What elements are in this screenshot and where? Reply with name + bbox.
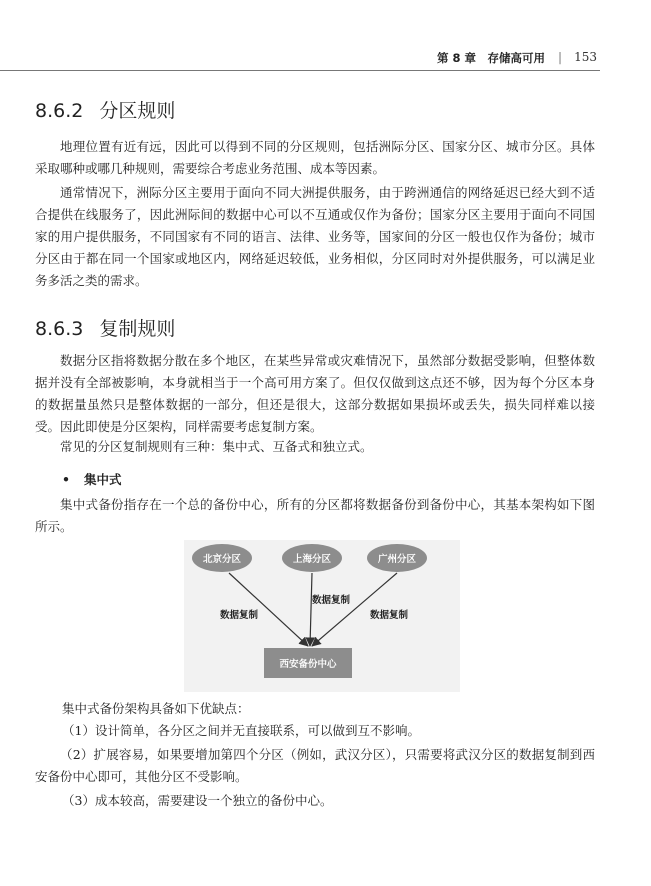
- paragraph: 通常情况下，洲际分区主要用于面向不同大洲提供服务，由于跨洲通信的网络延迟已经大到不适合提供在线服务了，因此洲际间的数据中心可以不互通或仅作为备份；国家分区主要用于面向不同国家的用户提供服务，不同国家有不同的语言、法律、业务等，国家间的分区一般也仅作为备份；城市分区由于都在同一个国家或地区内，网络延迟较低，业务相似，分区同时对外提供服务，可以满足业务多活之类的需求。: [35, 185, 595, 288]
- node-shanghai: 上海分区: [282, 544, 342, 572]
- node-guangzhou: 广州分区: [367, 544, 427, 572]
- bullet-dot: •: [62, 472, 70, 487]
- section-number: 8.6.2: [35, 100, 84, 122]
- section-heading-8-6-3: [35, 314, 175, 341]
- section-title: 复制规则: [99, 318, 176, 340]
- centralized-backup-diagram: [184, 540, 460, 692]
- running-header: [0, 48, 600, 71]
- paragraph: 常见的分区复制规则有三种：集中式、互备式和独立式。: [60, 439, 373, 454]
- page-number: 153: [574, 50, 597, 64]
- chapter-title: 第 8 章 存储高可用: [436, 51, 545, 65]
- pros-cons-intro: 集中式备份架构具备如下优缺点：: [62, 701, 250, 716]
- bullet-item: [62, 470, 122, 488]
- paragraph: 集中式备份指存在一个总的备份中心，所有的分区都将数据备份到备份中心，其基本架构如下图所示。: [35, 497, 595, 534]
- edge-label-left: 数据复制: [220, 610, 259, 621]
- section-title: 分区规则: [99, 100, 176, 122]
- list-item: （1）设计简单，各分区之间并无直接联系，可以做到互不影响。: [62, 723, 420, 738]
- node-beijing: 北京分区: [192, 544, 252, 572]
- header-separator: |: [557, 50, 562, 64]
- arrow-shanghai: [310, 573, 312, 646]
- list-item: （2）扩展容易，如果要增加第四个分区（例如，武汉分区），只需要将武汉分区的数据复制到西安备份中心即可，其他分区不受影响。: [35, 747, 595, 784]
- section-heading-8-6-2: [35, 96, 175, 123]
- edge-label-right: 数据复制: [370, 610, 409, 621]
- node-xian-backup-center: 西安备份中心: [264, 648, 352, 678]
- section-number: 8.6.3: [35, 318, 84, 340]
- paragraph: 数据分区指将数据分散在多个地区，在某些异常或灾难情况下，虽然部分数据受影响，但整体数据并没有全部被影响，本身就相当于一个高可用方案了。但仅仅做到这点还不够，因为每个分区本身的数据量虽然只是整体数据的一部分，但还是很大，这部分数据如果损坏或丢失，损失同样难以接受。因此即使是分区架构，同样需要考虑复制方案。: [35, 353, 595, 434]
- bullet-label: 集中式: [84, 472, 122, 487]
- edge-label-middle: 数据复制: [312, 595, 351, 606]
- list-item: （3）成本较高，需要建设一个独立的备份中心。: [62, 793, 333, 808]
- paragraph: 地理位置有近有远，因此可以得到不同的分区规则，包括洲际分区、国家分区、城市分区。具体采取哪种或哪几种规则，需要综合考虑业务范围、成本等因素。: [35, 139, 595, 176]
